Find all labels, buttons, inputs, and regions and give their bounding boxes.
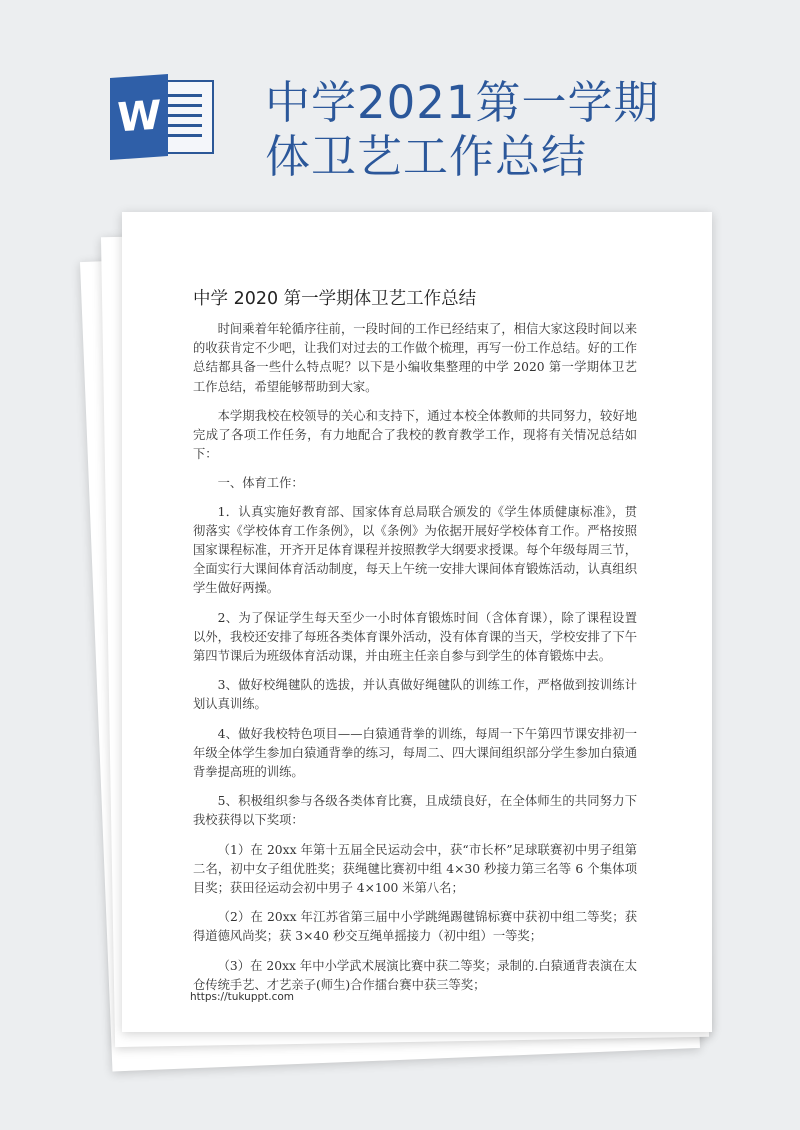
paragraph-award-2: （2）在 20xx 年江苏省第三届中小学跳绳踢毽锦标赛中获初中组二等奖；获得道德风尚奖；获 3×40 秒交互绳单摇接力（初中组）一等奖； bbox=[193, 910, 637, 944]
paragraph-item-4: 4、做好我校特色项目——白猿通背拳的训练，每周一下午第四节课安排初一年级全体学生参加白猿通背拳的练习，每周二、四大课间组织部分学生参加白猿通背拳提高班的训练。 bbox=[193, 726, 637, 780]
paragraph-item-3: 3、做好校绳毽队的选拔，并认真做好绳毽队的训练工作，严格做到按训练计划认真训练。 bbox=[193, 678, 637, 712]
page-header bbox=[0, 0, 800, 210]
paragraph-award-1: （1）在 20xx 年第十五届全民运动会中，获“市长杯”足球联赛初中男子组第二名，初中女子组优胜奖；获绳毽比赛初中组 4×30 秒接力第三名等 6 个集体项目奖；获田径运动会初中男子 4×100 米第八名； bbox=[193, 842, 637, 896]
word-icon-letter: W bbox=[110, 74, 168, 160]
paragraph-intro: 时间乘着年轮循序往前，一段时间的工作已经结束了，相信大家这段时间以来的收获肯定不少吧，让我们对过去的工作做个梳理，再写一份工作总结。好的工作总结都具备一些什么特点呢？以下是小编收集整理的中学 2020 第一学期体卫艺工作总结，希望能够帮助到大家。 bbox=[193, 322, 637, 394]
paragraph-item-2: 2、为了保证学生每天至少一小时体育锻炼时间（含体育课），除了课程设置以外，我校还安排了每班各类体育课外活动，没有体育课的当天，学校安排了下午第四节课后为班级体育活动课，并由班主任亲自参与到学生的体育锻炼中去。 bbox=[193, 610, 637, 664]
header-title-line-1: 中学2021第一学期 bbox=[265, 76, 660, 129]
word-document-icon bbox=[110, 76, 216, 160]
section-heading-sports: 一、体育工作： bbox=[217, 476, 304, 491]
paragraph-item-1: 1．认真实施好教育部、国家体育总局联合颁发的《学生体质健康标准》，贯彻落实《学校体育工作条例》，以《条例》为依据开展好学校体育工作。严格按照国家课程标准，开齐开足体育课程并按照教学大纲要求授课。每个年级每周三节，全面实行大课间体育活动制度，每天上午统一安排大课间体育锻炼活动，认真组织学生做好两操。 bbox=[193, 504, 637, 596]
document-body bbox=[193, 320, 637, 1005]
header-title-line-2: 体卫艺工作总结 bbox=[265, 130, 588, 183]
document-title: 中学 2020 第一学期体卫艺工作总结 bbox=[193, 289, 477, 309]
paragraph-award-3: （3）在 20xx 年中小学武术展演比赛中获二等奖；录制的.白猿通背表演在太仓传统手艺、才艺亲子(师生)合作擂台赛中获三等奖； bbox=[193, 958, 637, 992]
paragraph-summary: 本学期我校在校领导的关心和支持下，通过本校全体教师的共同努力，较好地完成了各项工作任务，有力地配合了我校的教育教学工作，现将有关情况总结如下： bbox=[193, 408, 637, 462]
footer-url: https://tukuppt.com bbox=[190, 991, 295, 1003]
paragraph-item-5: 5、积极组织参与各级各类体育比赛，且成绩良好，在全体师生的共同努力下我校获得以下奖项： bbox=[193, 794, 637, 828]
